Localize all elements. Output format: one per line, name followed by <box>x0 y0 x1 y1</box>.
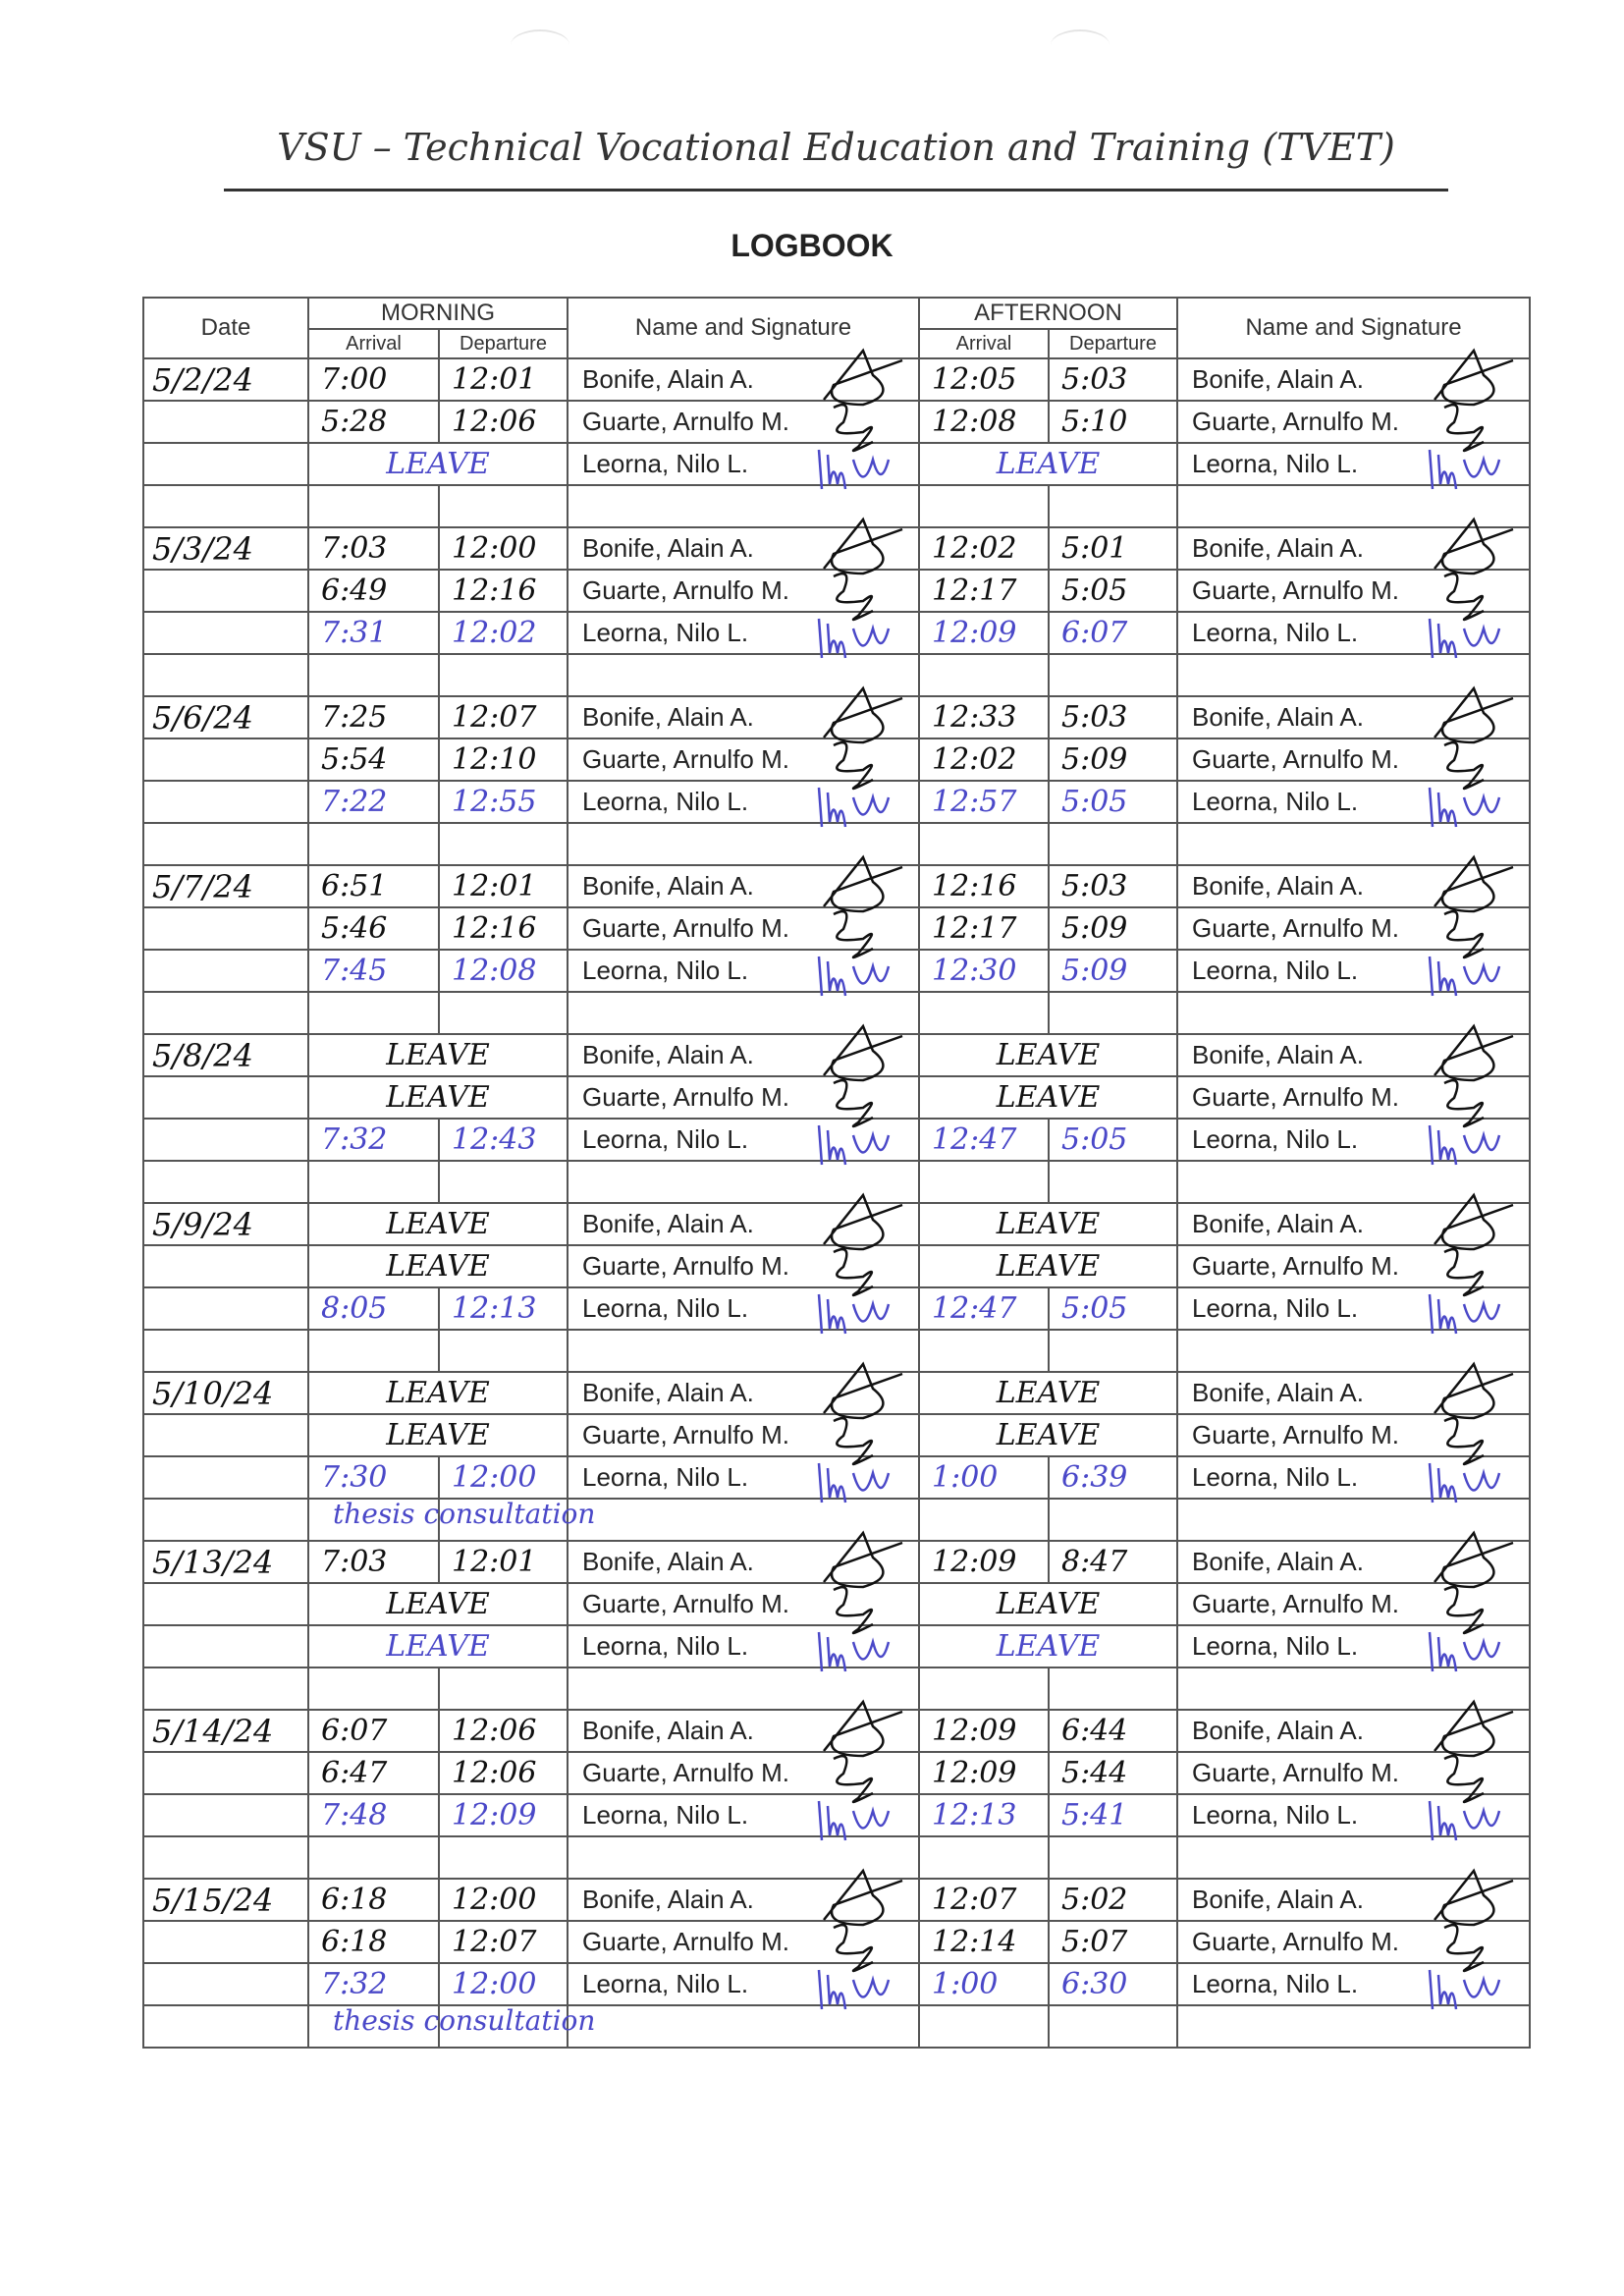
am-departure-cell: 12:07 <box>439 696 568 738</box>
employee-name: Guarte, Arnulfo M. <box>1192 1589 1399 1618</box>
am-departure-cell: 12:02 <box>439 612 568 654</box>
name-signature-cell <box>1177 1794 1530 1836</box>
employee-name: Guarte, Arnulfo M. <box>582 1082 789 1112</box>
empty-cell <box>143 992 308 1034</box>
empty-cell <box>308 1836 439 1879</box>
spacer-row <box>143 2005 1530 2048</box>
date-cell <box>143 1625 308 1667</box>
pm-departure-cell: 5:10 <box>1049 401 1177 443</box>
date-cell: 5/9/24 <box>143 1203 308 1245</box>
am-arrival-cell: 6:07 <box>308 1710 439 1752</box>
table-row <box>143 1287 1530 1330</box>
pm-departure-cell: 5:05 <box>1049 781 1177 823</box>
date-cell <box>143 1794 308 1836</box>
employee-name: Leorna, Nilo L. <box>1192 1124 1359 1154</box>
employee-name: Guarte, Arnulfo M. <box>1192 1251 1399 1281</box>
date-cell: 5/14/24 <box>143 1710 308 1752</box>
col-am-departure: Departure <box>439 329 568 358</box>
empty-cell <box>1049 654 1177 696</box>
pm-leave-cell: LEAVE <box>919 1625 1177 1667</box>
empty-cell <box>919 1667 1049 1710</box>
date-cell <box>143 1287 308 1330</box>
employee-name: Leorna, Nilo L. <box>1192 449 1359 478</box>
am-arrival-cell: 5:54 <box>308 738 439 781</box>
date-cell <box>143 570 308 612</box>
date-cell: 5/8/24 <box>143 1034 308 1076</box>
am-departure-cell: 12:01 <box>439 1541 568 1583</box>
empty-cell <box>439 654 568 696</box>
empty-cell <box>439 992 568 1034</box>
am-departure-cell: 12:00 <box>439 527 568 570</box>
col-pm-arrival: Arrival <box>919 329 1049 358</box>
am-departure-cell: 12:06 <box>439 1710 568 1752</box>
am-arrival-cell: 6:47 <box>308 1752 439 1794</box>
note-text: thesis consultation <box>333 1498 596 1530</box>
employee-name: Guarte, Arnulfo M. <box>582 1927 789 1956</box>
name-signature-cell <box>568 1119 919 1161</box>
employee-name: Leorna, Nilo L. <box>582 956 749 985</box>
am-departure-cell: 12:08 <box>439 950 568 992</box>
employee-name: Leorna, Nilo L. <box>582 449 749 478</box>
empty-cell <box>1049 2005 1177 2048</box>
empty-cell <box>308 485 439 527</box>
pm-departure-cell: 5:01 <box>1049 527 1177 570</box>
table-row <box>143 612 1530 654</box>
pm-leave-cell: LEAVE <box>919 443 1177 485</box>
pm-departure-cell: 5:41 <box>1049 1794 1177 1836</box>
name-signature-cell <box>568 443 919 485</box>
pm-departure-cell: 6:07 <box>1049 612 1177 654</box>
employee-name: Bonife, Alain A. <box>582 871 754 901</box>
am-departure-cell: 12:55 <box>439 781 568 823</box>
name-signature-cell <box>568 1456 919 1499</box>
pm-arrival-cell: 12:02 <box>919 527 1049 570</box>
date-cell: 5/6/24 <box>143 696 308 738</box>
col-name-signature-pm: Name and Signature <box>1177 298 1530 358</box>
date-cell <box>143 443 308 485</box>
pm-arrival-cell: 12:30 <box>919 950 1049 992</box>
date-cell <box>143 1076 308 1119</box>
empty-cell <box>439 1836 568 1879</box>
punch-hole <box>1051 29 1110 61</box>
pm-arrival-cell: 12:09 <box>919 1710 1049 1752</box>
pm-departure-cell: 5:03 <box>1049 865 1177 907</box>
employee-name: Leorna, Nilo L. <box>582 1800 749 1830</box>
am-leave-cell: LEAVE <box>308 1372 568 1414</box>
am-departure-cell: 12:16 <box>439 907 568 950</box>
empty-cell <box>308 654 439 696</box>
employee-name: Guarte, Arnulfo M. <box>582 1758 789 1787</box>
employee-name: Bonife, Alain A. <box>582 1547 754 1576</box>
date-cell <box>143 612 308 654</box>
am-arrival-cell: 7:30 <box>308 1456 439 1499</box>
employee-name: Guarte, Arnulfo M. <box>1192 913 1399 943</box>
pm-departure-cell: 6:44 <box>1049 1710 1177 1752</box>
am-leave-cell: LEAVE <box>308 1625 568 1667</box>
employee-name: Guarte, Arnulfo M. <box>1192 1420 1399 1449</box>
pm-arrival-cell: 12:05 <box>919 358 1049 401</box>
pm-arrival-cell: 12:47 <box>919 1119 1049 1161</box>
employee-name: Guarte, Arnulfo M. <box>582 1251 789 1281</box>
am-arrival-cell: 5:46 <box>308 907 439 950</box>
empty-cell <box>308 1330 439 1372</box>
employee-name: Leorna, Nilo L. <box>582 1462 749 1492</box>
employee-name: Bonife, Alain A. <box>1192 364 1364 394</box>
name-signature-cell <box>1177 443 1530 485</box>
pm-departure-cell: 5:02 <box>1049 1879 1177 1921</box>
empty-cell <box>919 1836 1049 1879</box>
am-arrival-cell: 7:32 <box>308 1119 439 1161</box>
employee-name: Bonife, Alain A. <box>582 364 754 394</box>
pm-departure-cell: 6:30 <box>1049 1963 1177 2005</box>
table-row <box>143 1456 1530 1499</box>
empty-cell <box>1049 1836 1177 1879</box>
am-departure-cell: 12:07 <box>439 1921 568 1963</box>
employee-name: Leorna, Nilo L. <box>1192 1631 1359 1661</box>
name-signature-cell <box>568 1287 919 1330</box>
pm-departure-cell: 5:07 <box>1049 1921 1177 1963</box>
name-signature-cell <box>568 781 919 823</box>
employee-name: Guarte, Arnulfo M. <box>582 1589 789 1618</box>
col-am-arrival: Arrival <box>308 329 439 358</box>
pm-arrival-cell: 12:14 <box>919 1921 1049 1963</box>
am-arrival-cell: 6:51 <box>308 865 439 907</box>
pm-arrival-cell: 12:57 <box>919 781 1049 823</box>
employee-name: Leorna, Nilo L. <box>582 787 749 816</box>
table-row <box>143 1794 1530 1836</box>
empty-cell <box>333 2004 919 2048</box>
empty-cell <box>143 1161 308 1203</box>
empty-cell <box>1049 823 1177 865</box>
pm-arrival-cell: 12:02 <box>919 738 1049 781</box>
table-row <box>143 1119 1530 1161</box>
empty-cell <box>143 823 308 865</box>
employee-name: Leorna, Nilo L. <box>1192 1800 1359 1830</box>
empty-cell <box>143 1667 308 1710</box>
logbook-table <box>142 297 1531 2049</box>
date-cell: 5/13/24 <box>143 1541 308 1583</box>
am-leave-cell: LEAVE <box>308 1076 568 1119</box>
pm-departure-cell: 5:05 <box>1049 1287 1177 1330</box>
table-row <box>143 950 1530 992</box>
empty-cell <box>1049 1499 1177 1541</box>
empty-cell <box>308 1161 439 1203</box>
col-name-signature-am: Name and Signature <box>568 298 919 358</box>
pm-arrival-cell: 12:09 <box>919 612 1049 654</box>
pm-arrival-cell: 12:08 <box>919 401 1049 443</box>
name-signature-cell <box>1177 612 1530 654</box>
pm-leave-cell: LEAVE <box>919 1076 1177 1119</box>
pm-arrival-cell: 12:09 <box>919 1541 1049 1583</box>
am-departure-cell: 12:00 <box>439 1963 568 2005</box>
employee-name: Leorna, Nilo L. <box>1192 1969 1359 1998</box>
note-text: thesis consultation <box>333 2004 596 2037</box>
am-arrival-cell: 6:18 <box>308 1921 439 1963</box>
employee-name: Guarte, Arnulfo M. <box>582 407 789 436</box>
date-cell: 5/2/24 <box>143 358 308 401</box>
pm-arrival-cell: 12:16 <box>919 865 1049 907</box>
am-departure-cell: 12:16 <box>439 570 568 612</box>
pm-arrival-cell: 12:33 <box>919 696 1049 738</box>
pm-leave-cell: LEAVE <box>919 1372 1177 1414</box>
pm-arrival-cell: 1:00 <box>919 1963 1049 2005</box>
date-cell <box>143 1963 308 2005</box>
employee-name: Leorna, Nilo L. <box>582 1969 749 1998</box>
logbook-heading: LOGBOOK <box>731 228 893 263</box>
am-departure-cell: 12:00 <box>439 1879 568 1921</box>
am-departure-cell: 12:43 <box>439 1119 568 1161</box>
am-arrival-cell: 7:03 <box>308 527 439 570</box>
employee-name: Leorna, Nilo L. <box>582 618 749 647</box>
pm-arrival-cell: 12:17 <box>919 907 1049 950</box>
name-signature-cell <box>568 1625 919 1667</box>
empty-cell <box>308 823 439 865</box>
am-arrival-cell: 7:48 <box>308 1794 439 1836</box>
name-signature-cell <box>1177 1625 1530 1667</box>
pm-leave-cell: LEAVE <box>919 1034 1177 1076</box>
table-row <box>143 443 1530 485</box>
empty-cell <box>919 992 1049 1034</box>
date-cell <box>143 738 308 781</box>
am-arrival-cell: 6:18 <box>308 1879 439 1921</box>
employee-name: Bonife, Alain A. <box>1192 1378 1364 1407</box>
employee-name: Bonife, Alain A. <box>1192 871 1364 901</box>
am-departure-cell: 12:01 <box>439 865 568 907</box>
empty-cell <box>143 654 308 696</box>
employee-name: Bonife, Alain A. <box>582 533 754 563</box>
am-departure-cell: 12:13 <box>439 1287 568 1330</box>
am-arrival-cell: 7:00 <box>308 358 439 401</box>
name-signature-cell <box>1177 1456 1530 1499</box>
empty-cell <box>143 1836 308 1879</box>
empty-cell <box>143 2005 308 2048</box>
date-cell <box>143 1414 308 1456</box>
employee-name: Guarte, Arnulfo M. <box>582 744 789 774</box>
empty-cell <box>1049 1667 1177 1710</box>
am-arrival-cell: 7:03 <box>308 1541 439 1583</box>
pm-departure-cell: 5:09 <box>1049 950 1177 992</box>
name-signature-cell <box>1177 950 1530 992</box>
pm-departure-cell: 5:03 <box>1049 696 1177 738</box>
table-row <box>143 1963 1530 2005</box>
am-arrival-cell: 7:22 <box>308 781 439 823</box>
pm-departure-cell: 5:05 <box>1049 1119 1177 1161</box>
employee-name: Bonife, Alain A. <box>582 1378 754 1407</box>
empty-cell <box>919 1499 1049 1541</box>
employee-name: Guarte, Arnulfo M. <box>582 1420 789 1449</box>
employee-name: Leorna, Nilo L. <box>582 1124 749 1154</box>
date-cell <box>143 950 308 992</box>
employee-name: Bonife, Alain A. <box>582 702 754 732</box>
name-signature-cell <box>568 612 919 654</box>
pm-arrival-cell: 12:07 <box>919 1879 1049 1921</box>
am-arrival-cell: 7:25 <box>308 696 439 738</box>
employee-name: Leorna, Nilo L. <box>1192 787 1359 816</box>
am-departure-cell: 12:06 <box>439 401 568 443</box>
empty-cell <box>439 1330 568 1372</box>
col-morning: MORNING <box>308 298 568 329</box>
date-cell: 5/15/24 <box>143 1879 308 1921</box>
empty-cell <box>439 823 568 865</box>
date-cell: 5/10/24 <box>143 1372 308 1414</box>
empty-cell <box>308 1667 439 1710</box>
empty-cell <box>1049 1161 1177 1203</box>
am-arrival-cell: 7:32 <box>308 1963 439 2005</box>
empty-cell <box>439 1161 568 1203</box>
pm-leave-cell: LEAVE <box>919 1414 1177 1456</box>
employee-name: Leorna, Nilo L. <box>1192 618 1359 647</box>
date-cell <box>143 1119 308 1161</box>
title-divider <box>224 189 1448 191</box>
empty-cell <box>143 1499 308 1541</box>
empty-cell <box>439 1667 568 1710</box>
empty-cell <box>919 823 1049 865</box>
employee-name: Bonife, Alain A. <box>1192 1547 1364 1576</box>
am-arrival-cell: 8:05 <box>308 1287 439 1330</box>
pm-departure-cell: 5:44 <box>1049 1752 1177 1794</box>
employee-name: Bonife, Alain A. <box>582 1716 754 1745</box>
am-departure-cell: 12:10 <box>439 738 568 781</box>
employee-name: Leorna, Nilo L. <box>1192 956 1359 985</box>
pm-arrival-cell: 12:17 <box>919 570 1049 612</box>
pm-leave-cell: LEAVE <box>919 1203 1177 1245</box>
am-arrival-cell: 5:28 <box>308 401 439 443</box>
date-cell <box>143 1245 308 1287</box>
employee-name: Bonife, Alain A. <box>1192 702 1364 732</box>
table-row <box>143 1625 1530 1667</box>
pm-arrival-cell: 12:09 <box>919 1752 1049 1794</box>
empty-cell <box>919 1161 1049 1203</box>
date-cell <box>143 401 308 443</box>
empty-cell <box>919 1330 1049 1372</box>
name-signature-cell <box>568 1963 919 2005</box>
col-date: Date <box>143 298 308 358</box>
logbook-body <box>143 358 1530 2048</box>
date-cell <box>143 1752 308 1794</box>
employee-name: Bonife, Alain A. <box>582 1209 754 1238</box>
employee-name: Leorna, Nilo L. <box>1192 1293 1359 1323</box>
empty-cell <box>1049 992 1177 1034</box>
employee-name: Guarte, Arnulfo M. <box>1192 1082 1399 1112</box>
name-signature-cell <box>568 1794 919 1836</box>
am-arrival-cell: 7:45 <box>308 950 439 992</box>
punch-hole <box>511 29 569 61</box>
empty-cell <box>1049 485 1177 527</box>
am-arrival-cell: 6:49 <box>308 570 439 612</box>
col-afternoon: AFTERNOON <box>919 298 1177 329</box>
employee-name: Guarte, Arnulfo M. <box>582 575 789 605</box>
empty-cell <box>308 992 439 1034</box>
empty-cell <box>919 485 1049 527</box>
pm-departure-cell: 5:09 <box>1049 738 1177 781</box>
employee-name: Bonife, Alain A. <box>1192 1885 1364 1914</box>
date-cell <box>143 1583 308 1625</box>
am-leave-cell: LEAVE <box>308 1583 568 1625</box>
name-signature-cell <box>1177 1963 1530 2005</box>
empty-cell <box>143 485 308 527</box>
employee-name: Bonife, Alain A. <box>1192 1716 1364 1745</box>
employee-name: Guarte, Arnulfo M. <box>1192 1758 1399 1787</box>
employee-name: Guarte, Arnulfo M. <box>1192 1927 1399 1956</box>
empty-cell <box>143 1330 308 1372</box>
table-row <box>143 781 1530 823</box>
pm-arrival-cell: 12:47 <box>919 1287 1049 1330</box>
employee-name: Bonife, Alain A. <box>582 1885 754 1914</box>
pm-departure-cell: 5:03 <box>1049 358 1177 401</box>
date-cell <box>143 1456 308 1499</box>
employee-name: Bonife, Alain A. <box>582 1040 754 1069</box>
pm-leave-cell: LEAVE <box>919 1583 1177 1625</box>
page-title: VSU – Technical Vocational Education and Training (TVET) <box>277 126 1395 169</box>
am-departure-cell: 12:09 <box>439 1794 568 1836</box>
pm-departure-cell: 8:47 <box>1049 1541 1177 1583</box>
date-cell <box>143 1921 308 1963</box>
employee-name: Bonife, Alain A. <box>1192 533 1364 563</box>
employee-name: Leorna, Nilo L. <box>1192 1462 1359 1492</box>
am-leave-cell: LEAVE <box>308 1245 568 1287</box>
employee-name: Leorna, Nilo L. <box>582 1631 749 1661</box>
employee-name: Leorna, Nilo L. <box>582 1293 749 1323</box>
pm-departure-cell: 5:05 <box>1049 570 1177 612</box>
am-leave-cell: LEAVE <box>308 1203 568 1245</box>
empty-cell <box>1049 1330 1177 1372</box>
am-departure-cell: 12:06 <box>439 1752 568 1794</box>
name-signature-cell <box>568 950 919 992</box>
empty-cell <box>439 485 568 527</box>
pm-leave-cell: LEAVE <box>919 1245 1177 1287</box>
empty-cell <box>1177 2005 1530 2048</box>
name-signature-cell <box>1177 1287 1530 1330</box>
date-cell <box>143 781 308 823</box>
employee-name: Bonife, Alain A. <box>1192 1209 1364 1238</box>
date-cell: 5/7/24 <box>143 865 308 907</box>
col-pm-departure: Departure <box>1049 329 1177 358</box>
am-leave-cell: LEAVE <box>308 1414 568 1456</box>
employee-name: Guarte, Arnulfo M. <box>1192 575 1399 605</box>
pm-arrival-cell: 1:00 <box>919 1456 1049 1499</box>
date-cell <box>143 907 308 950</box>
date-cell: 5/3/24 <box>143 527 308 570</box>
am-leave-cell: LEAVE <box>308 1034 568 1076</box>
empty-cell <box>919 2005 1049 2048</box>
employee-name: Guarte, Arnulfo M. <box>582 913 789 943</box>
name-signature-cell <box>1177 781 1530 823</box>
employee-name: Guarte, Arnulfo M. <box>1192 744 1399 774</box>
am-departure-cell: 12:00 <box>439 1456 568 1499</box>
am-arrival-cell: 7:31 <box>308 612 439 654</box>
employee-name: Bonife, Alain A. <box>1192 1040 1364 1069</box>
name-signature-cell <box>1177 1119 1530 1161</box>
pm-arrival-cell: 12:13 <box>919 1794 1049 1836</box>
employee-name: Guarte, Arnulfo M. <box>1192 407 1399 436</box>
empty-cell <box>919 654 1049 696</box>
pm-departure-cell: 6:39 <box>1049 1456 1177 1499</box>
am-departure-cell: 12:01 <box>439 358 568 401</box>
am-leave-cell: LEAVE <box>308 443 568 485</box>
pm-departure-cell: 5:09 <box>1049 907 1177 950</box>
